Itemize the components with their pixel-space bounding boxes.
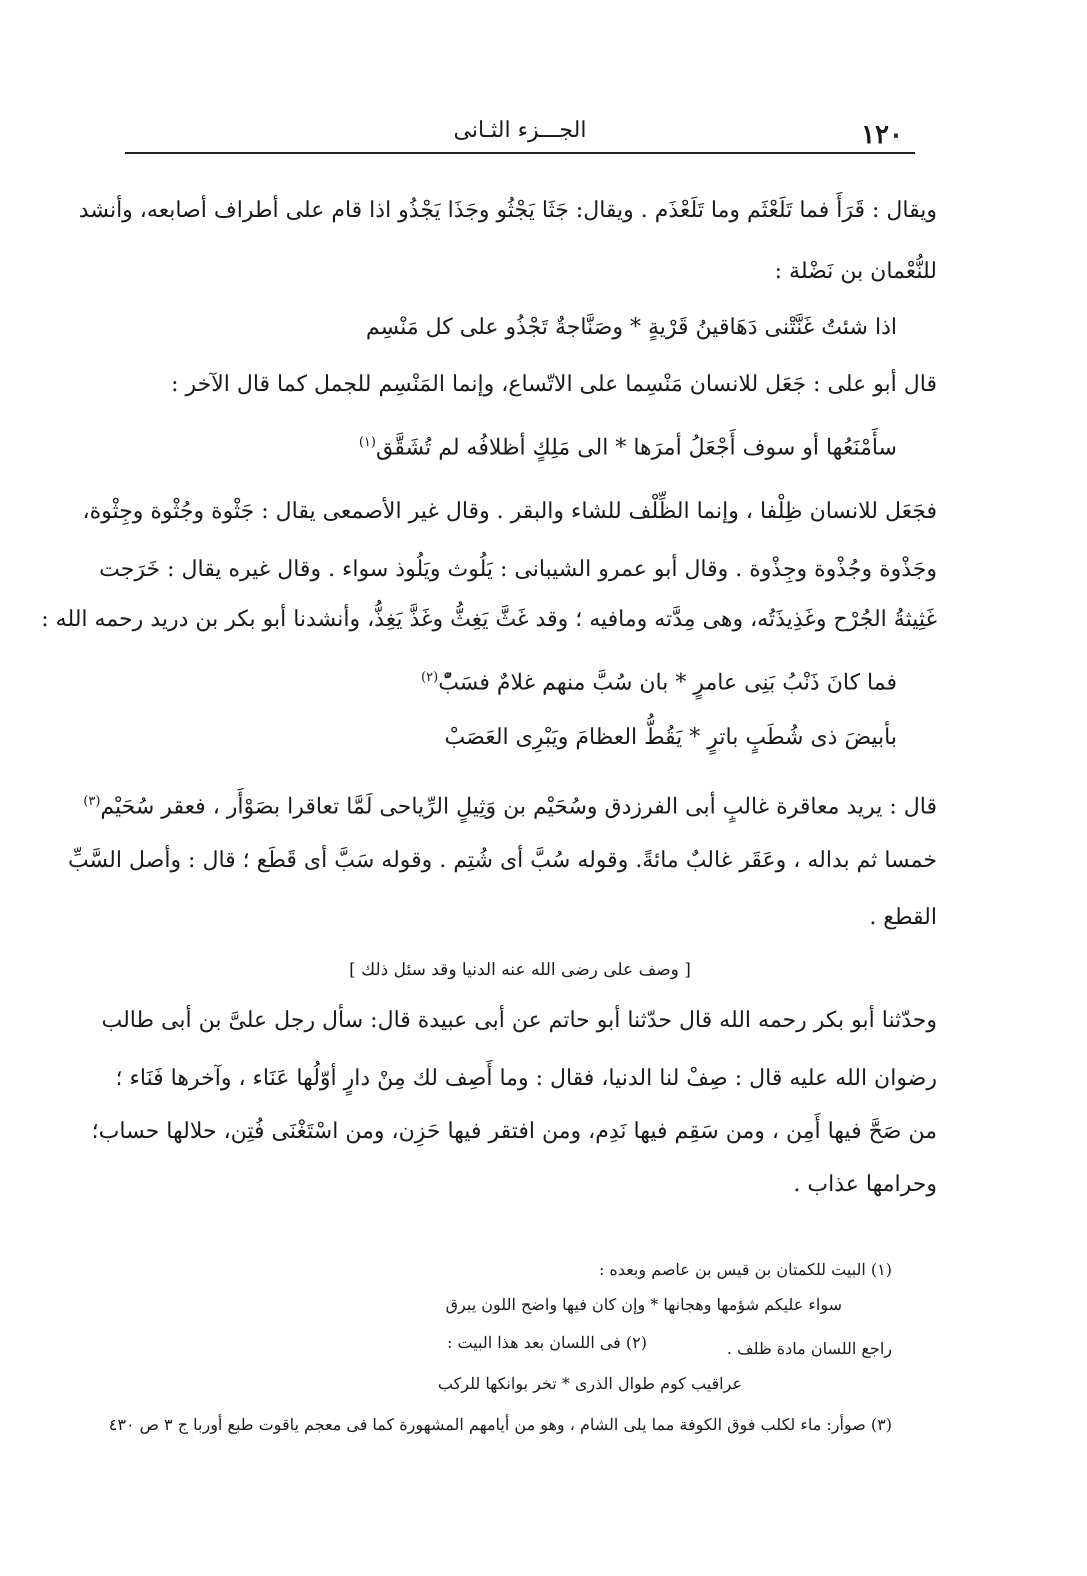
line-text: قال : يريد معاقرة غالبٍ أبى الفرزدق وسُحَيْم بن وَثِيلٍ الرِّياحى لَمَّا تعاقرا بصَوْأَر ، فعقر سُحَيْم (100, 794, 937, 820)
page-number: ١٢٠ (861, 120, 903, 150)
running-title: الجـــزء الثـانى (453, 118, 587, 143)
footnote: (٣) صوأر: ماء لكلب فوق الكوفة مما يلى الشام ، وهو من أيامهم المشهورة كما فى معجم ياقوت طبع أوربا ج ٣ ص ٤٣٠ (108, 1415, 892, 1434)
footnote-marker: (٣) (83, 794, 101, 809)
text-line: القطع . (869, 905, 937, 930)
text-line: ويقال : قَرَأَ فما تَلَعْثَم وما تَلَعْذَم . ويقال: جَثَا يَجْثُو وجَذَا يَجْذُو اذا قام على أطراف أصابعه، وأنشد (78, 198, 937, 223)
footnote-verse: عراقيب كوم طوال الذرى * تخر بوانكها للركب (437, 1374, 742, 1393)
text-line: وجَذْوة وجُذْوة وجِذْوة . وقال أبو عمرو الشيبانى : يَلُوث ويَلُوذ سواء . وقال غيره يقال : خَرَجت (99, 557, 937, 582)
text-line: خمسا ثم بداله ، وعَقَر غالبٌ مائةً. وقوله سُبَّ أى شُتِم . وقوله سَبَّ أى قَطَع ؛ قال : وأصل السَّبِّ (67, 848, 937, 873)
footnote: (٢) فى اللسان بعد هذا البيت : (446, 1333, 647, 1352)
text-line: من صَحَّ فيها أَمِن ، ومن سَقِم فيها نَدِم، ومن افتقر فيها حَزِن، ومن اسْتَغْنَى فُتِن، حلالها حساب؛ (91, 1119, 937, 1144)
footnote: (١) البيت للكمتان بن قيس بن عاصم وبعده : (598, 1260, 892, 1279)
footnote-reference: راجع اللسان مادة ظلف . (726, 1339, 892, 1358)
text-line: فجَعَل للانسان ظِلْفا ، وإنما الظِّلْف للشاء والبقر . وقال غير الأصمعى يقال : جَثْوة وجُثْوة وجِثْوة، (82, 499, 937, 524)
text-line: وحدّثنا أبو بكر رحمه الله قال حدّثنا أبو حاتم عن أبى عبيدة قال: سأل رجل علىَّ بن أبى طالب (101, 1008, 937, 1033)
header-rule (125, 152, 915, 154)
footnote-marker: (١) (358, 435, 376, 450)
verse-line (421, 663, 897, 698)
text-line (83, 787, 937, 822)
text-line: وحرامها عذاب . (793, 1172, 937, 1197)
footnote-marker: (٢) (421, 670, 439, 685)
verse-text: سأَمْنَعُها أو سوف أَجْعَلُ أمرَها * الى مَلِكٍ أظلافُه لم تُشَقَّق (375, 435, 897, 461)
verse-line (359, 428, 897, 463)
text-line: رضوان الله عليه قال : صِفْ لنا الدنيا، فقال : وما أَصِف لك مِنْ دارٍ أوّلُها عَنَاء ، وآخرها فَنَاء ؛ (115, 1066, 937, 1091)
section-subtitle: [ وصف على رضى الله عنه الدنيا وقد سئل ذلك ] (349, 960, 691, 980)
verse-text: فما كانَ ذَنْبُ بَنِى عامرٍ * بان سُبَّ منهم غلامٌ فسَبّْ (438, 670, 897, 696)
text-line: غَثِيثةُ الجُرْح وغَذِيذَتُه، وهى مِدَّته ومافيه ؛ وقد غَثَّ يَغِثُّ وغَذَّ يَغِذُّ، وأنشدنا أبو بكر بن دريد رحمه الله : (41, 607, 937, 632)
verse-line: بأبيضَ ذى شُطَبٍ باترٍ * يَقُطُّ العظامَ ويَبْرِى العَصَبْ (444, 725, 897, 750)
page-header (125, 112, 915, 152)
text-line: قال أبو على : جَعَل للانسان مَنْسِما على الاتّساع، وإنما المَنْسِم للجمل كما قال الآخر : (171, 372, 937, 397)
footnote-verse: سواء عليكم شؤمها وهجانها * وإن كان فيها واضح اللون يبرق (445, 1295, 842, 1314)
text-line: للنُّعْمان بن نَضْلة : (774, 259, 937, 284)
verse-line: اذا شئتُ غَنَّتْنى دَهَاقينُ قَرْيةٍ * وصَنَّاجةٌ تَجْذُو على كل مَنْسِم (365, 315, 897, 340)
